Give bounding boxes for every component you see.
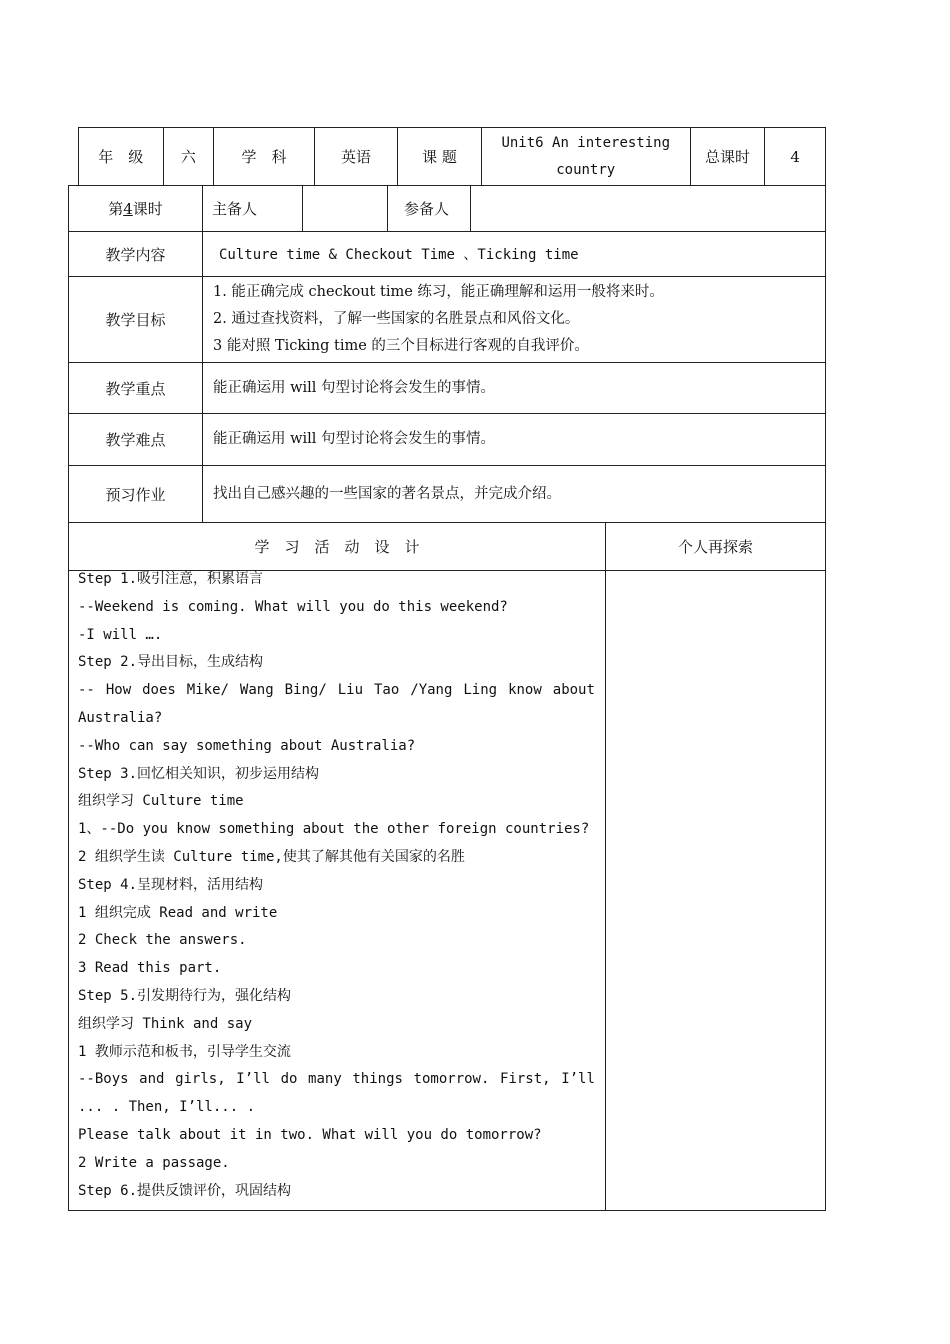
preparer-label: 主备人 — [202, 186, 302, 232]
step-line: Step 6.提供反馈评价，巩固结构 — [78, 1182, 292, 1199]
step-line: 2 Check the answers. — [78, 932, 247, 949]
step-line: 组织学习 Think and say — [78, 1015, 253, 1032]
topic-line-2: country — [556, 161, 616, 178]
topic-line-1: Unit6 An interesting — [501, 134, 671, 151]
step-line: -- How does Mike/ Wang Bing/ Liu Tao /Yang Ling know about — [78, 682, 595, 699]
step-line: Australia? — [78, 709, 163, 726]
step-line: Step 2.导出目标，生成结构 — [78, 654, 264, 671]
goal-item: 3 能对照 Ticking time 的三个目标进行客观的自我评价。 — [212, 338, 589, 354]
lesson-plan-table — [68, 185, 826, 1211]
preparer-value — [302, 186, 387, 232]
step-line: 1 组织完成 Read and write — [78, 904, 278, 921]
topic-label: 课 题 — [398, 128, 481, 186]
grade-label: 年 级 — [79, 128, 164, 186]
explore-column — [605, 571, 825, 1211]
goal-item: 1. 能正确完成 checkout time 练习，能正确理解和运用一般将来时。 — [212, 284, 664, 300]
goals-label: 教学目标 — [69, 277, 203, 363]
difficulty-label: 教学难点 — [69, 414, 203, 466]
subject-label: 学 科 — [214, 128, 314, 186]
lesson-number-value: 4 — [123, 200, 133, 218]
design-header: 学 习 活 动 设 计 — [69, 523, 606, 571]
key-point-value: 能正确运用 will 句型讨论将会发生的事情。 — [202, 363, 825, 414]
subject-value: 英语 — [314, 128, 397, 186]
step-line: 3 Read this part. — [78, 960, 222, 977]
participants-value — [470, 186, 825, 232]
step-line: 1、--Do you know something about the other foreign countries? — [78, 821, 590, 838]
topic-value — [481, 128, 690, 186]
step-line: Step 5.引发期待行为，强化结构 — [78, 987, 292, 1004]
activity-steps — [69, 571, 606, 1211]
step-line: ... . Then, I’ll... . — [78, 1099, 256, 1116]
goals-list — [202, 277, 825, 363]
step-line: --Boys and girls, I’ll do many things tomorrow. First, I’ll — [78, 1071, 595, 1088]
difficulty-value: 能正确运用 will 句型讨论将会发生的事情。 — [202, 414, 825, 466]
header-table — [78, 127, 826, 186]
preview-value: 找出自己感兴趣的一些国家的著名景点，并完成介绍。 — [202, 466, 825, 523]
step-line: --Weekend is coming. What will you do this weekend? — [78, 598, 508, 615]
step-line: 2 Write a passage. — [78, 1154, 230, 1171]
step-line: Please talk about it in two. What will you do tomorrow? — [78, 1126, 542, 1143]
step-line: Step 1.吸引注意，积累语言 — [78, 571, 264, 587]
preview-label: 预习作业 — [69, 466, 203, 523]
step-line: Step 4.呈现材料，活用结构 — [78, 876, 264, 893]
step-line: 组织学习 Culture time — [78, 793, 244, 810]
step-line: 1 教师示范和板书，引导学生交流 — [78, 1043, 291, 1060]
content-value: Culture time & Checkout Time 、Ticking time — [202, 232, 825, 277]
explore-header: 个人再探索 — [605, 523, 825, 571]
total-hours-value: 4 — [765, 128, 826, 186]
participants-label: 参备人 — [387, 186, 470, 232]
content-label: 教学内容 — [69, 232, 203, 277]
step-line: -I will …. — [78, 626, 163, 643]
key-point-label: 教学重点 — [69, 363, 203, 414]
goal-item: 2. 通过查找资料，了解一些国家的名胜景点和风俗文化。 — [212, 311, 580, 327]
total-hours-label: 总课时 — [690, 128, 765, 186]
step-line: --Who can say something about Australia? — [78, 737, 416, 754]
grade-value: 六 — [163, 128, 214, 186]
step-line: Step 3.回忆相关知识，初步运用结构 — [78, 765, 320, 782]
lesson-number: 第4课时 — [69, 186, 203, 232]
step-line: 2 组织学生读 Culture time,使其了解其他有关国家的名胜 — [78, 848, 465, 865]
